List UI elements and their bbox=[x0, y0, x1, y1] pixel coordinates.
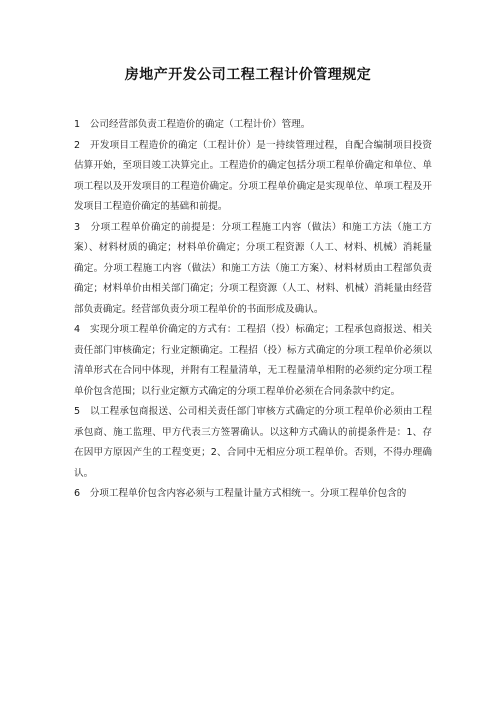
document-title: 房地产开发公司工程工程计价管理规定 bbox=[124, 67, 372, 83]
paragraph-3: 3 分项工程单价确定的前提是：分项工程施工内容（做法）和施工方法（施工方案）、材料材质的确定；材料单价确定；分项工程资源（人工、材料、机械）消耗量确定。分项工程施工内容（做法）和施工方法（施工方案）、材料材质由工程部负责确定；材料单价由相关部门确定；分项工程资源（人工、材料、机械）消耗量由经营部负责确定。经营部负责分项工程单价的书面形成及确认。 bbox=[74, 221, 432, 315]
document-body bbox=[74, 115, 432, 505]
paragraph-2: 2 开发项目工程造价的确定（工程计价）是一持续管理过程，自配合编制项目投资估算开始，至项目竣工决算完止。工程造价的确定包括分项工程单价确定和单位、单项工程以及开发项目的工程造价确定。分项工程单价确定是实现单位、单项工程及开发项目工程造价确定的基础和前提。 bbox=[74, 139, 432, 212]
paragraph-4: 4 实现分项工程单价确定的方式有：工程招（投）标确定；工程承包商报送、相关责任部门审核确定；行业定额确定。工程招（投）标方式确定的分项工程单价必须以清单形式在合同中体现，并附有工程量清单，无工程量清单相附的必须约定分项工程单价包含范围；以行业定额方式确定的分项工程单价必须在合同条款中约定。 bbox=[74, 324, 432, 397]
paragraph-5: 5 以工程承包商报送、公司相关责任部门审核方式确定的分项工程单价必须由工程承包商、施工监理、甲方代表三方签署确认。以这种方式确认的前提条件是：1、存在因甲方原因产生的工程变更；2、合同中无相应分项工程单价。否则，不得办理确认。 bbox=[74, 406, 432, 479]
paragraph-1: 1 公司经营部负责工程造价的确定（工程计价）管理。 bbox=[74, 119, 311, 130]
paragraph-6: 6 分项工程单价包含内容必须与工程量计量方式相统一。分项工程单价包含的 bbox=[74, 488, 407, 499]
